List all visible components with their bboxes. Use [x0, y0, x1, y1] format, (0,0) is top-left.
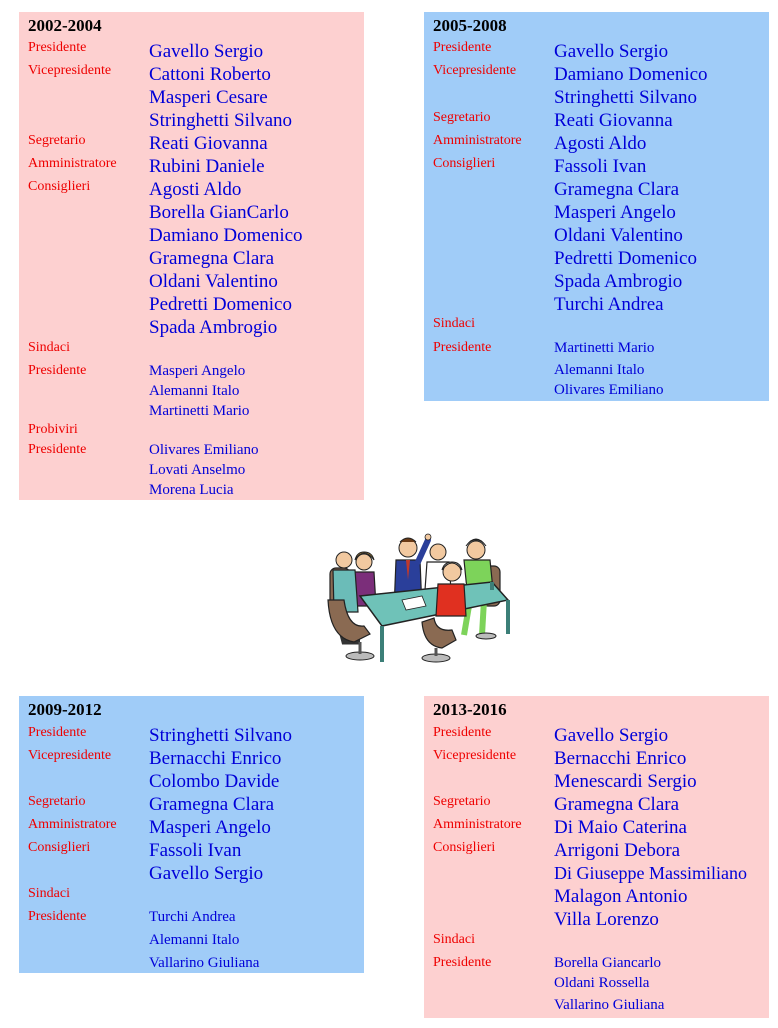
role-label: Presidente	[28, 442, 87, 457]
role-label: Consiglieri	[433, 156, 496, 171]
member-name: Masperi Angelo	[149, 817, 271, 838]
role-label: Presidente	[433, 725, 492, 740]
member-name: Di Giuseppe Massimiliano	[554, 863, 747, 883]
role-label: Presidente	[433, 340, 492, 355]
role-label: Amministratore	[433, 817, 522, 832]
member-name: Gramegna Clara	[554, 179, 680, 200]
period-title: 2009-2012	[28, 700, 102, 719]
role-label: Presidente	[433, 955, 492, 970]
role-label: Sindaci	[28, 340, 70, 355]
member-name: Bernacchi Enrico	[554, 748, 687, 769]
member-name: Stringhetti Silvano	[554, 87, 698, 108]
member-name: Damiano Domenico	[554, 64, 708, 85]
member-name: Gavello Sergio	[554, 41, 669, 62]
role-label: Segretario	[28, 133, 86, 148]
member-name: Menescardi Sergio	[554, 771, 697, 792]
member-name: Borella GianCarlo	[149, 202, 289, 223]
period-title: 2013-2016	[433, 700, 507, 719]
member-name: Colombo Davide	[149, 771, 280, 792]
role-label: Vicepresidente	[28, 748, 112, 763]
member-name: Stringhetti Silvano	[149, 725, 293, 746]
member-name: Stringhetti Silvano	[149, 110, 293, 131]
panel-2009-2012	[19, 696, 364, 973]
member-name: Spada Ambrogio	[554, 271, 683, 292]
member-name: Olivares Emiliano	[554, 382, 664, 398]
member-name: Villa Lorenzo	[554, 909, 659, 930]
member-name: Olivares Emiliano	[149, 442, 259, 458]
member-name: Vallarino Giuliana	[554, 997, 665, 1013]
panel-2013-2016	[424, 696, 769, 1018]
member-name: Bernacchi Enrico	[149, 748, 282, 769]
member-name: Masperi Angelo	[554, 202, 676, 223]
role-label: Presidente	[433, 40, 492, 55]
member-name: Alemanni Italo	[554, 362, 645, 378]
role-label: Presidente	[28, 725, 87, 740]
member-name: Pedretti Domenico	[554, 248, 697, 269]
role-label: Sindaci	[28, 886, 70, 901]
role-label: Probiviri	[28, 422, 78, 437]
member-name: Fassoli Ivan	[149, 840, 242, 861]
member-name: Arrigoni Debora	[554, 840, 681, 861]
member-name: Agosti Aldo	[149, 179, 242, 200]
member-name: Oldani Valentino	[149, 271, 278, 292]
member-name: Masperi Angelo	[149, 363, 246, 379]
member-name: Masperi Cesare	[149, 87, 268, 108]
period-title: 2005-2008	[433, 16, 507, 35]
role-label: Consiglieri	[28, 840, 91, 855]
member-name: Oldani Valentino	[554, 225, 683, 246]
member-name: Gramegna Clara	[149, 248, 275, 269]
member-name: Rubini Daniele	[149, 156, 265, 177]
member-name: Gramegna Clara	[554, 794, 680, 815]
role-label: Amministratore	[28, 156, 117, 171]
member-name: Turchi Andrea	[554, 294, 664, 315]
role-label: Vicepresidente	[28, 63, 112, 78]
member-name: Gavello Sergio	[149, 41, 264, 62]
panel-2005-2008	[424, 12, 769, 401]
member-name: Martinetti Mario	[554, 340, 655, 356]
member-name: Di Maio Caterina	[554, 817, 687, 838]
member-name: Gavello Sergio	[554, 725, 669, 746]
role-label: Segretario	[28, 794, 86, 809]
member-name: Pedretti Domenico	[149, 294, 292, 315]
member-name: Fassoli Ivan	[554, 156, 647, 177]
member-name: Reati Giovanna	[554, 110, 673, 131]
period-title: 2002-2004	[28, 16, 102, 35]
member-name: Alemanni Italo	[149, 932, 240, 948]
member-name: Turchi Andrea	[149, 909, 236, 925]
role-label: Segretario	[433, 794, 491, 809]
member-name: Cattoni Roberto	[149, 64, 271, 85]
role-label: Vicepresidente	[433, 63, 517, 78]
member-name: Spada Ambrogio	[149, 317, 278, 338]
member-name: Martinetti Mario	[149, 403, 250, 419]
role-label: Amministratore	[28, 817, 117, 832]
member-name: Vallarino Giuliana	[149, 955, 260, 971]
member-name: Agosti Aldo	[554, 133, 647, 154]
role-label: Consiglieri	[28, 179, 91, 194]
member-name: Oldani Rossella	[554, 975, 650, 991]
role-label: Sindaci	[433, 932, 475, 947]
member-name: Lovati Anselmo	[149, 462, 246, 478]
role-label: Amministratore	[433, 133, 522, 148]
panel-2002-2004	[19, 12, 364, 500]
role-label: Vicepresidente	[433, 748, 517, 763]
role-label: Presidente	[28, 909, 87, 924]
member-name: Reati Giovanna	[149, 133, 268, 154]
role-label: Segretario	[433, 110, 491, 125]
role-label: Presidente	[28, 40, 87, 55]
member-name: Damiano Domenico	[149, 225, 303, 246]
member-name: Alemanni Italo	[149, 383, 240, 399]
member-name: Gavello Sergio	[149, 863, 264, 884]
role-label: Consiglieri	[433, 840, 496, 855]
role-label: Sindaci	[433, 316, 475, 331]
meeting-table-illustration	[324, 530, 514, 665]
member-name: Malagon Antonio	[554, 886, 688, 907]
member-name: Borella Giancarlo	[554, 955, 662, 971]
role-label: Presidente	[28, 363, 87, 378]
member-name: Gramegna Clara	[149, 794, 275, 815]
member-name: Morena Lucia	[149, 482, 234, 498]
